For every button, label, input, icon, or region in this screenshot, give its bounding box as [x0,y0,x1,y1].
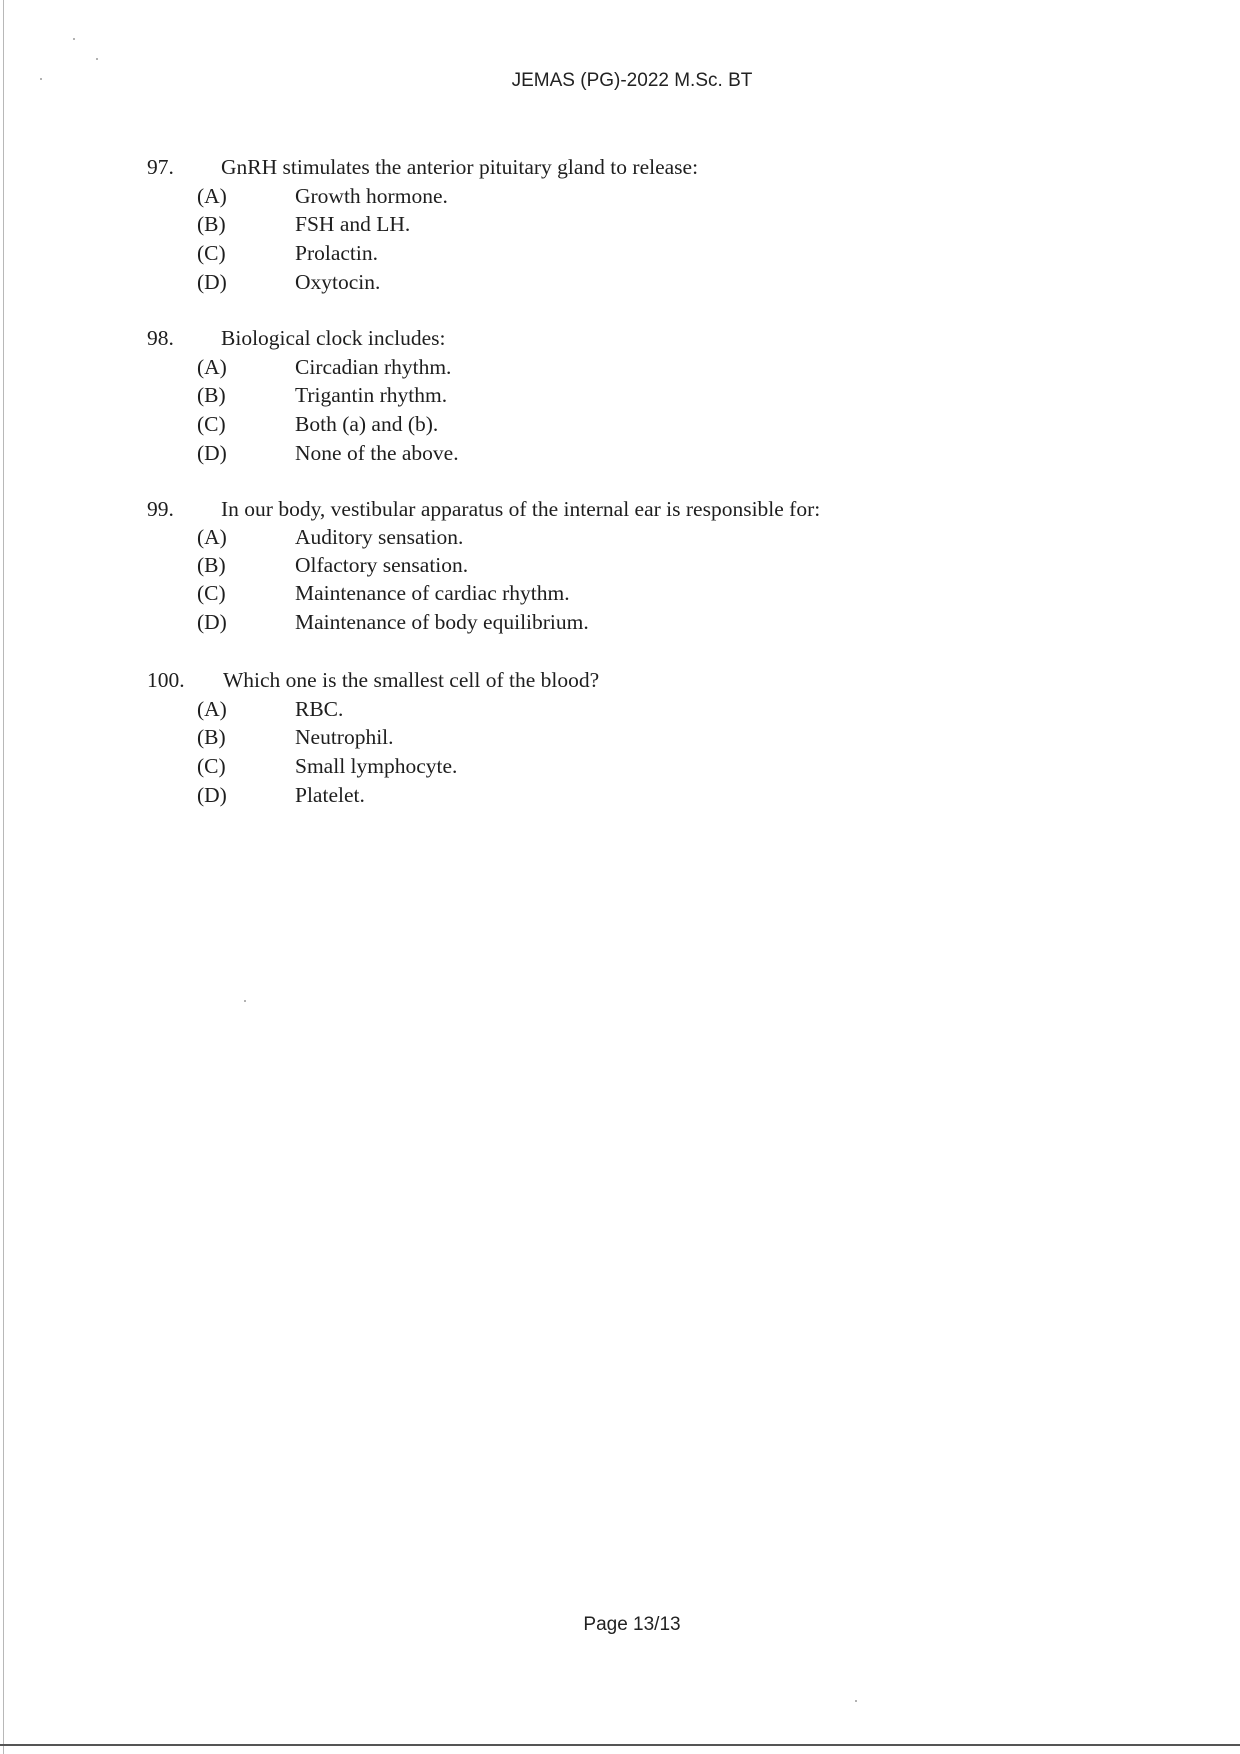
option-text: Maintenance of body equilibrium. [295,610,589,634]
option-text: Maintenance of cardiac rhythm. [295,581,570,605]
question-text: Which one is the smallest cell of the blood? [223,668,600,692]
question-number: 97. [147,155,174,179]
page-number: Page 13/13 [583,1614,681,1635]
option-text: Trigantin rhythm. [295,383,448,407]
option-label: (A) [197,697,227,721]
option-label: (A) [197,525,227,549]
option-text: Oxytocin. [295,270,381,294]
option-label: (D) [197,610,227,634]
scan-speck [244,1000,246,1002]
scan-speck [96,58,98,60]
option-label: (B) [197,553,226,577]
option-label: (C) [197,241,226,265]
option-label: (A) [197,355,227,379]
scan-speck [73,38,75,40]
option-text: Olfactory sensation. [295,553,469,577]
option-text: Small lymphocyte. [295,754,458,778]
option-text: FSH and LH. [295,212,411,236]
question-number: 98. [147,326,174,350]
question-text: GnRH stimulates the anterior pituitary gland to release: [221,155,699,179]
option-label: (D) [197,270,227,294]
option-text: Circadian rhythm. [295,355,452,379]
option-label: (B) [197,725,226,749]
exam-title: JEMAS (PG)-2022 M.Sc. BT [511,70,753,91]
page-footer [0,1614,1240,1636]
question-text: Biological clock includes: [221,326,446,350]
bottom-rule [0,1744,1240,1746]
option-label: (D) [197,783,227,807]
option-text: RBC. [295,697,344,721]
option-label: (C) [197,581,226,605]
option-label: (C) [197,412,226,436]
question-number: 99. [147,497,174,521]
scan-speck [855,1700,857,1702]
option-label: (D) [197,441,227,465]
option-label: (A) [197,184,227,208]
option-text: None of the above. [295,441,459,465]
option-text: Platelet. [295,783,365,807]
option-text: Neutrophil. [295,725,394,749]
option-text: Prolactin. [295,241,378,265]
question-number: 100. [147,668,185,692]
option-label: (C) [197,754,226,778]
scan-edge-line [3,0,4,1754]
question-text: In our body, vestibular apparatus of the internal ear is responsible for: [221,497,821,521]
option-text: Growth hormone. [295,184,448,208]
option-label: (B) [197,383,226,407]
option-text: Both (a) and (b). [295,412,439,436]
page-header [0,70,1240,92]
option-label: (B) [197,212,226,236]
option-text: Auditory sensation. [295,525,464,549]
